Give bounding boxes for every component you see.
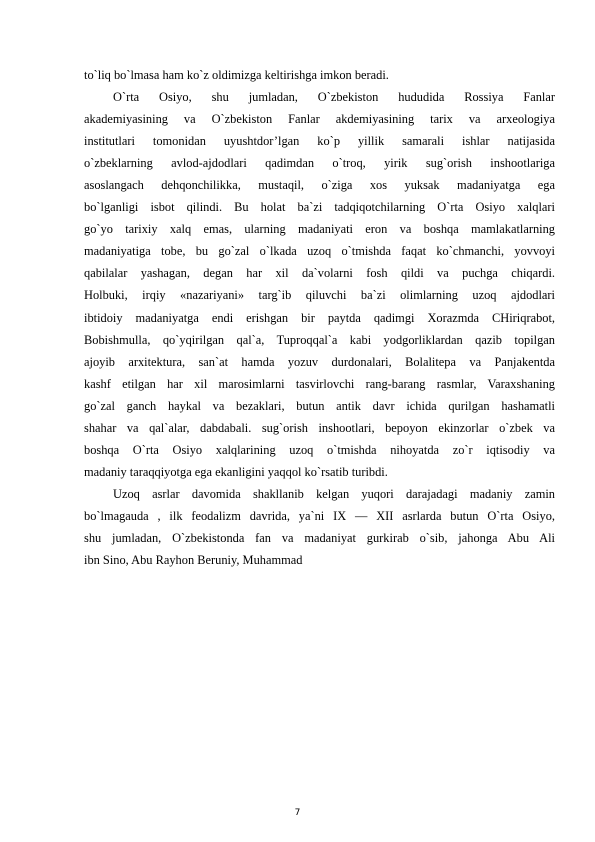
text-line: O`rta Osiyo, shu jumladan, O`zbekiston hududida Rossiya Fanlar <box>113 90 555 105</box>
text-line: boshqa O`rta Osiyo xalqlarining uzoq o`tmishda nihoyatda zo`r iqtisodiy va <box>84 442 555 457</box>
text-line: go`yo tarixiy xalq emas, ularning madaniyati eron va boshqa mamlakatlarning <box>84 222 555 237</box>
text-line: akademiyasining va O`zbekiston Fanlar akdemiyasining tarix va arxeologiya <box>84 112 555 127</box>
text-line: o`zbeklarning avlod-ajdodlari qadimdan o`troq, yirik sug`orish inshootlariga <box>84 156 555 171</box>
text-line: bo`lganligi isbot qilindi. Bu holat ba`zi tadqiqotchilarning O`rta Osiyo xalqlari <box>84 200 555 215</box>
page-number: 7 <box>294 808 301 818</box>
text-line: institutlari tomonidan uyushtdor’lgan ko`p yillik samarali ishlar natijasida <box>84 134 555 149</box>
text-line: shu jumladan, O`zbekistonda fan va madaniyat gurkirab o`sib, jahonga Abu Ali <box>84 530 555 545</box>
paragraph <box>84 64 555 86</box>
text-line: qabilalar yashagan, degan har xil da`volarni fosh qildi va puchga chiqardi. <box>84 266 555 281</box>
text-line: shahar va qal`alar, dabdabali. sug`orish inshootlari, bepoyon ekinzorlar o`zbek va <box>84 420 555 435</box>
text-line: go`zal ganch haykal va bezaklari, butun antik davr ichida qurilgan hashamatli <box>84 398 555 413</box>
text-line: bo`lmagauda , ilk feodalizm davrida, ya`ni IX — XII asrlarda butun O`rta Osiyo, <box>84 508 555 523</box>
text-line: asoslangach dehqonchilikka, mustaqil, o`ziga xos yuksak madaniyatga ega <box>84 178 555 193</box>
text-line: ajoyib arxitektura, san`at hamda yozuv durdonalari, Bolalitepa va Panjakentda <box>84 354 555 369</box>
paragraph <box>84 86 555 483</box>
text-line: madaniyatiga tobe, bu go`zal o`lkada uzoq o`tmishda faqat ko`chmanchi, yovvoyi <box>84 244 555 259</box>
text-line: madaniy taraqqiyotga ega ekanligini yaqqol ko`rsatib turibdi. <box>84 464 388 479</box>
document-body <box>84 64 555 571</box>
text-line: Holbuki, irqiy «nazariyani» targ`ib qiluvchi ba`zi olimlarning uzoq ajdodlari <box>84 288 555 303</box>
paragraph <box>84 483 555 571</box>
text-line: ibtidoiy madaniyatga endi erishgan bir paytda qadimgi Xorazmda CHiriqrabot, <box>84 310 555 325</box>
text-line: Uzoq asrlar davomida shakllanib kelgan yuqori darajadagi madaniy zamin <box>113 486 555 501</box>
text-line: ibn Sino, Abu Rayhon Beruniy, Muhammad <box>84 553 303 568</box>
text-line: kashf etilgan har xil marosimlarni tasvirlovchi rang-barang rasmlar, Varaxshaning <box>84 376 555 391</box>
text-line: to`liq bo`lmasa ham ko`z oldimizga keltirishga imkon beradi. <box>84 68 389 82</box>
text-line: Bobishmulla, qo`yqirilgan qal`a, Tuproqqal`a kabi yodgorliklardan qazib topilgan <box>84 332 555 347</box>
